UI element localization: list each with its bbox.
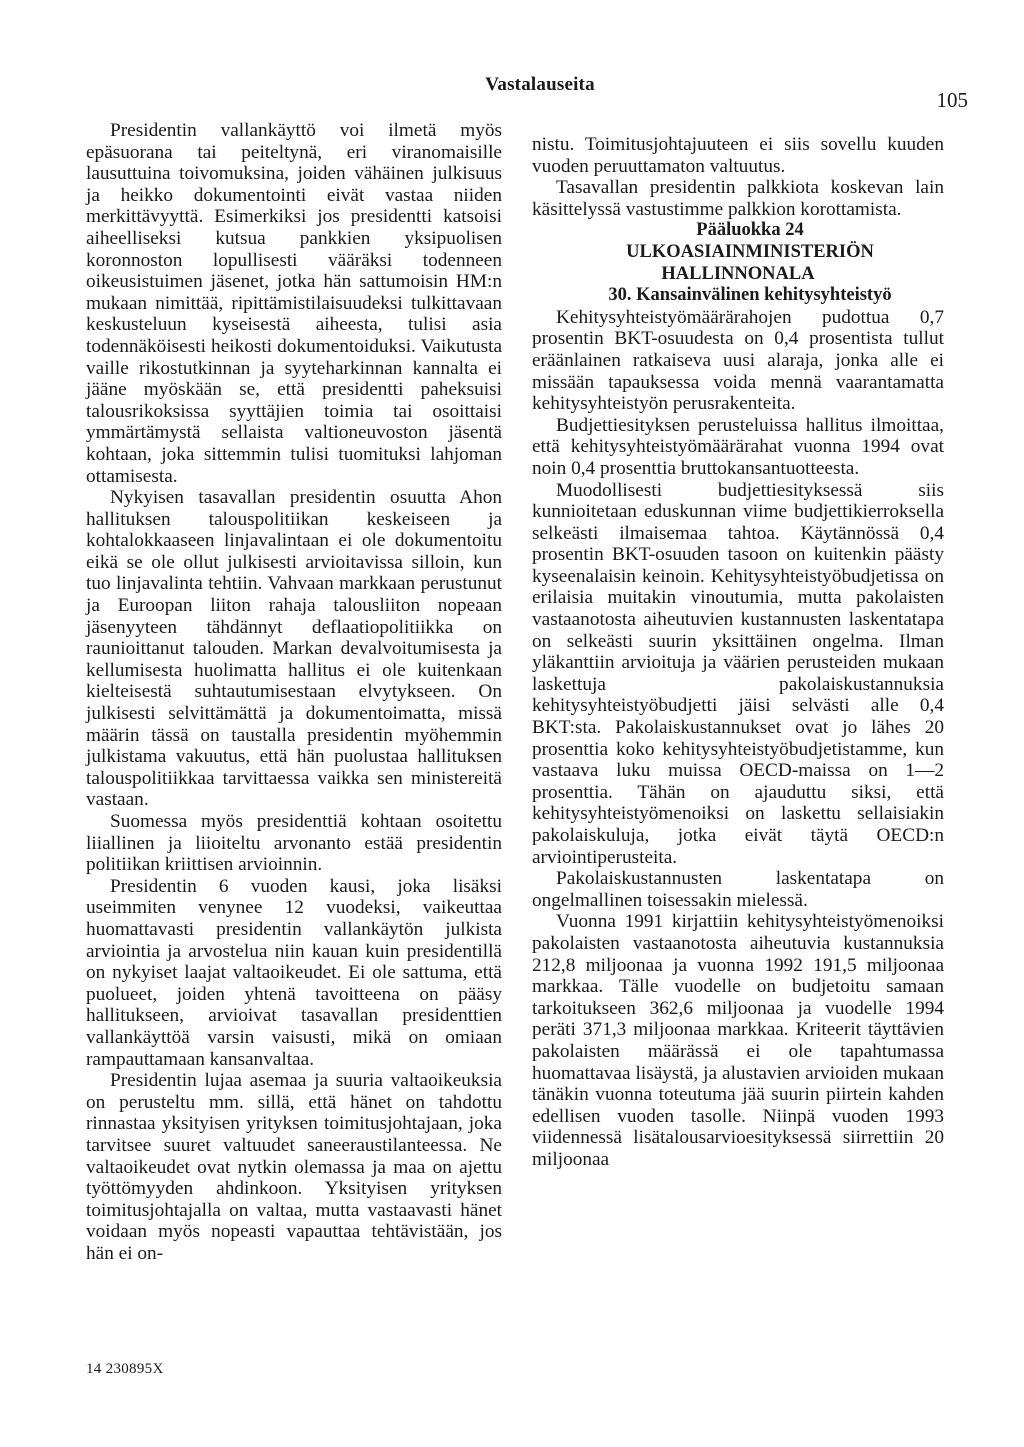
paragraph: Muodollisesti budjettiesityksessä siis kunnioitetaan eduskunnan viime budjettikierroksella selkeästi ilmaisemaa tahtoa. Käytännössä 0,4 prosentin BKT-osuuden tasoon on kuitenkin päästy kyseenalaisin keinoin. Kehitysyhteistyöbudjetissa on erilaisia muitakin vinoutumia, mutta pakolaisten vastaanotosta aiheutuvien kustannusten laskentatapa on selkeästi suurin yksittäinen ongelma. Ilman yläkanttiin arvioituja ja väärien perusteiden mukaan laskettuja pakolaiskustannuksia kehitysyhteistyöbudjetti jäisi selvästi alle 0,4 BKT:sta. Pakolaiskustannukset ovat jo lähes 20 prosenttia koko kehitysyhteistyöbudjetistamme, kun vastaava luku muissa OECD-maissa on 1—2 prosenttia. Tähän on ajauduttu siksi, että kehitysyhteistyömenoiksi on laskettu sellaisiakin pakolaiskuluja, jotka eivät täytä OECD:n arviointiperusteita. [532, 479, 944, 868]
main-class-heading: Pääluokka 24 [696, 220, 804, 241]
right-column [532, 134, 944, 1171]
paragraph: Pakolaiskustannusten laskentatapa on ongelmallinen toisessakin mielessä. [532, 868, 944, 911]
paragraph: Tasavallan presidentin palkkiota koskevan lain käsittelyssä vastustimme palkkion korottamista. [532, 177, 944, 220]
paragraph: Presidentin 6 vuoden kausi, joka lisäksi useimmiten venynee 12 vuodeksi, vaikeuttaa huomattavasti presidentin vallankäytön julkista arviointia ja arvostelua niin kauan kuin presidentillä on nykyiset laajat valtaoikeudet. Ei ole sattuma, että puolueet, joiden yhtenä tavoitteena on pääsy hallitukseen, arvioivat tasavallan presidenttien vallankäyttöä varsin vaisusti, mikä on omiaan rampauttamaan kansanvaltaa. [86, 875, 502, 1070]
paragraph: Nykyisen tasavallan presidentin osuutta Ahon hallituksen talouspolitiikan keskeiseen ja kohtalokkaaseen linjavalintaan ei ole dokumentoitu eikä se ole ollut julkisesti arvioitavissa silloin, kun tuo linjavalinta tehtiin. Vahvaan markkaan perustunut ja Euroopan liiton rahaja talousliiton nopeaan jäsenyyteen tähdännyt deflaatiopolitiikka on raunioittanut talouden. Markan devalvoitumisesta ja kellumisesta huolimatta hallitus ei ole kuitenkaan kielteisestä suhtautumisestaan elvytykseen. On julkisesti selvittämättä ja dokumentoimatta, missä määrin tässä on taustalla presidentin myöhemmin julkistama vakuutus, että hän puolustaa hallituksen talouspolitiikkaa tarvittaessa vaikka sen ministereitä vastaan. [86, 487, 502, 811]
paragraph: Budjettiesityksen perusteluissa hallitus ilmoittaa, että kehitysyhteistyömäärärahat vuonna 1994 ovat noin 0,4 prosenttia bruttokansantuotteesta. [532, 414, 944, 479]
running-title: Vastalauseita [485, 74, 595, 95]
paragraph: Suomessa myös presidenttiä kohtaan osoitettu liiallinen ja liioiteltu arvonanto estää presidentin politiikan kriittisen arvioinnin. [86, 811, 502, 876]
paragraph: Presidentin vallankäyttö voi ilmetä myös epäsuorana tai peiteltynä, eri viranomaisille lausuttuina toivomuksina, joiden vähäinen julkisuus ja heikko dokumentointi eivät vastaa niiden merkittävyyttä. Esimerkiksi jos presidentti katsoisi aiheelliseksi kutsua pankkien yksipuolisen koronnoston lopullisesti vääräksi todenneen oikeusistuimen jäsenet, jotka hän sattumoisin HM:n mukaan nimittää, ripittämistilaisuudeksi tulkittavaan keskusteluun kyseisestä aiheesta, tulisi asia todennäköisesti heikosti dokumentoiduksi. Vaikutusta vaille rikostutkinnan ja syyteharkinnan kannalta ei jääne myöskään se, että presidentti paheksuisi talousrikoksissa syyttäjien toimia tai osoittaisi ymmärtämystä sellaista valtioneuvoston jäsentä kohtaan, joka sittemmin tulisi tuomituksi lahjoman ottamisesta. [86, 120, 502, 487]
ministry-heading: ULKOASIAINMINISTERIÖN HALLINNONALA [626, 241, 874, 284]
printer-signature-mark: 14 230895X [86, 1361, 164, 1377]
page-number: 105 [936, 88, 968, 112]
left-column [86, 120, 502, 1264]
continuation-paragraph: nistu. Toimitusjohtajuuteen ei siis sovellu kuuden vuoden peruuttamaton valtuutus. [532, 134, 944, 177]
section-heading: 30. Kansainvälinen kehitysyhteistyö [608, 285, 892, 306]
paragraph: Vuonna 1991 kirjattiin kehitysyhteistyömenoiksi pakolaisten vastaanotosta aiheutuvia kustannuksia 212,8 miljoonaa ja vuonna 1992 191,5 miljoonaa markkaa. Tälle vuodelle on budjetoitu samaan tarkoitukseen 362,6 miljoonaa ja vuodelle 1994 peräti 371,3 miljoonaa markkaa. Kriteerit täyttävien pakolaisten määrässä ei ole tapahtumassa huomattavaa lisäystä, ja alustavien arvioiden mukaan tänäkin vuonna toteutuma jää suurin piirtein kahden edellisen vuoden tasolle. Niinpä vuoden 1993 viidennessä lisätalousarvioesityksessä siirrettiin 20 miljoonaa [532, 911, 944, 1170]
paragraph: Presidentin lujaa asemaa ja suuria valtaoikeuksia on perusteltu mm. sillä, että hänet on tahdottu rinnastaa yksityisen yrityksen toimitusjohtajaan, joka tarvitsee suuret valtuudet saneeraustilanteessa. Ne valtaoikeudet ovat nytkin olemassa ja maa on ajettu työttömyyden ahdinkoon. Yksityisen yrityksen toimitusjohtajalla on valtaa, mutta vastaavasti hänet voidaan myös nopeasti vapauttaa tehtävistään, jos hän ei on- [86, 1070, 502, 1264]
paragraph: Kehitysyhteistyömäärärahojen pudottua 0,7 prosentin BKT-osuudesta on 0,4 prosentista tullut eräänlainen ratkaiseva uusi alaraja, jonka alle ei missään tapauksessa voida mennä vaarantamatta kehitysyhteistyön perusrakenteita. [532, 306, 944, 415]
